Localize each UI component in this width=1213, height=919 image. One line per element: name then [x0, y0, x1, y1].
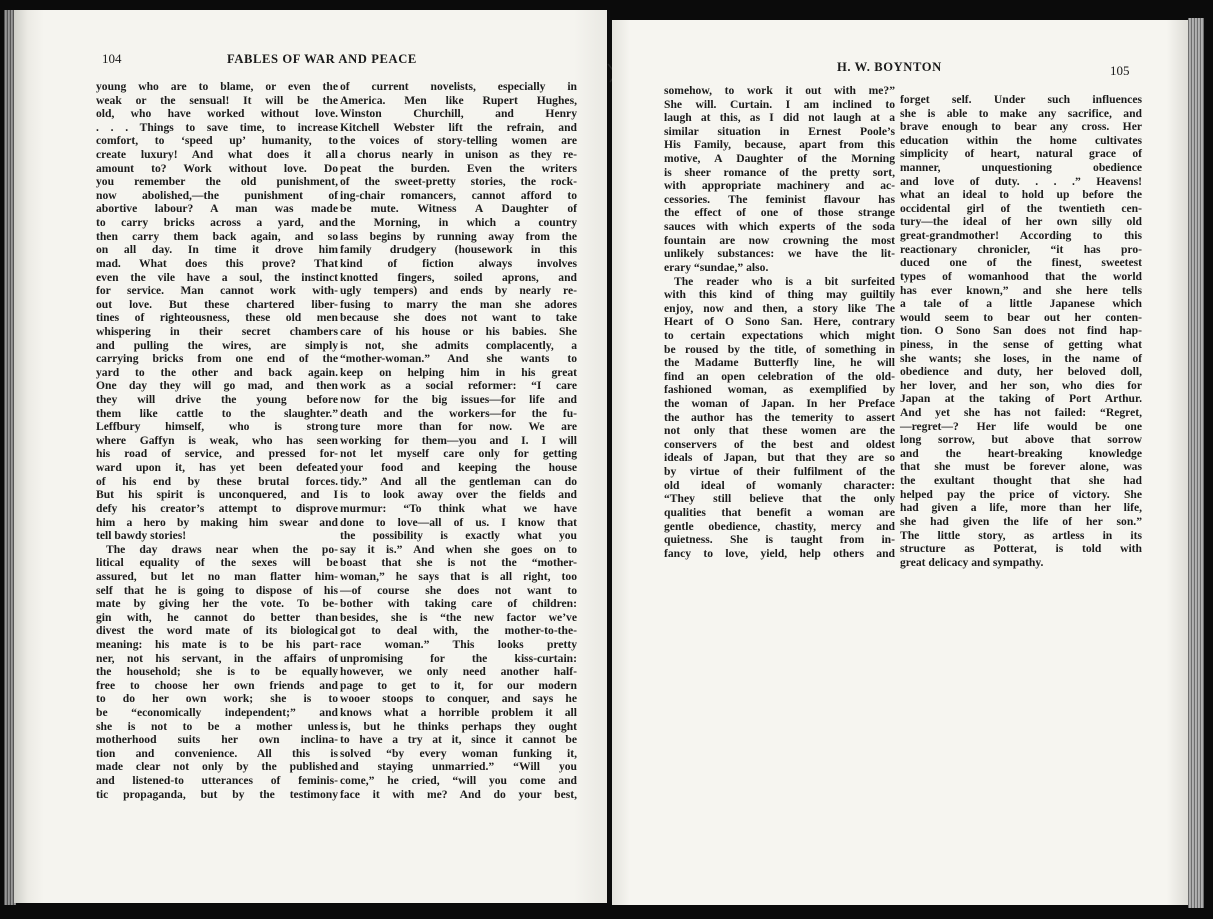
text-line: is to look away over the fields and	[340, 488, 577, 502]
text-line: had given a life, more than her life,	[900, 501, 1142, 515]
text-line: of current novelists, especially in	[340, 80, 577, 93]
text-line: types of womanhood that the world	[900, 269, 1142, 283]
text-line: is not, she admits complacently, a	[340, 338, 577, 352]
right-page-edge	[1188, 18, 1204, 908]
text-line: erary “sundae,” also.	[664, 260, 769, 274]
text-line: face it with me? And do your best,	[340, 787, 577, 801]
text-line: helped pay the price of victory. She	[900, 487, 1142, 501]
text-line: the Morning, in which a country	[340, 216, 577, 230]
text-line: she had given the life of her son.”	[900, 514, 1142, 528]
text-line: you remember the old punishment,	[96, 175, 338, 189]
text-line: boast that she is not the “mother-	[340, 556, 577, 570]
text-line: tion and convenience. All this is	[96, 746, 338, 760]
text-line: whispering in their secret chambers	[96, 324, 338, 338]
text-line: The day draws near when the po-	[106, 542, 338, 556]
text-line: the voices of story-telling women are	[340, 134, 577, 148]
text-line: piness, in the sense of getting what	[900, 337, 1142, 351]
text-line: the household; she is to be equally	[96, 665, 338, 679]
text-line: be roused by the title, of something in	[664, 342, 895, 356]
text-line: be “economically independent;” and	[96, 706, 338, 720]
text-line: not let myself care only for getting	[340, 447, 577, 461]
text-line: the woman of Japan. In her Preface	[664, 397, 895, 411]
text-line: young who are to blame, or even the	[96, 80, 338, 93]
text-line: And yet she has not failed: “Regret,	[900, 406, 1142, 420]
text-line: is, but he thinks perhaps they ought	[340, 719, 577, 733]
text-line: mate by giving her the vote. To be-	[96, 597, 338, 611]
text-line: and love of duty. . . .” Heavens!	[900, 174, 1142, 188]
text-line: unpromising for the kiss-curtain:	[340, 651, 577, 665]
text-line: got to deal with, the mother-to-the-	[340, 624, 577, 638]
text-line: fashioned woman, as exemplified by	[664, 383, 895, 397]
text-line: simplicity of heart, natural grace of	[900, 147, 1142, 161]
text-line: say it is.” And when she goes on to	[340, 542, 577, 556]
text-line: His Family, because, apart from this	[664, 138, 895, 152]
text-line: motherhood suits her own inclina-	[96, 733, 338, 747]
text-line: the Madame Butterfly line, he will	[664, 356, 895, 370]
text-line: tell bawdy stories!	[96, 529, 187, 543]
text-line: tion. O Sono San does not find hap-	[900, 324, 1142, 338]
text-line: bother with taking care of children:	[340, 597, 577, 611]
text-line: conservers of the best and oldest	[664, 437, 895, 451]
text-line: similar situation in Ernest Poole’s	[664, 124, 895, 138]
text-line: knows what a horrible problem it all	[340, 706, 577, 720]
text-line: Winston Churchill, and Henry	[340, 107, 577, 121]
page-number: 105	[1110, 63, 1130, 78]
text-line: solved “by every woman funking it,	[340, 746, 577, 760]
text-line: motive, A Daughter of the Morning	[664, 152, 895, 166]
text-line: page to get to it, for our modern	[340, 678, 577, 692]
text-line: “They still believe that the only	[664, 492, 895, 506]
text-line: would seem to bear out her conten-	[900, 310, 1142, 324]
text-line: made clear not only by the published	[96, 760, 338, 774]
text-line: The reader who is a bit surfeited	[674, 274, 895, 288]
text-line: to carry bricks across a yard, and	[96, 216, 338, 230]
text-line: she is not to be a mother unless	[96, 719, 338, 733]
text-line: old ideal of womanly character:	[664, 478, 895, 492]
text-line: Japan at the taking of Port Arthur.	[900, 392, 1142, 406]
text-line: free to choose her own friends and	[96, 678, 338, 692]
text-line: has ever known,” and she here tells	[900, 283, 1142, 297]
text-line: with this kind of thing may guiltily	[664, 288, 895, 302]
text-line: carrying bricks from one end of the	[96, 352, 338, 366]
text-line: divest the word mate of its biological	[96, 624, 338, 638]
text-line: of the sweet-pretty stories, the rock-	[340, 175, 577, 189]
left-column-1	[96, 80, 338, 801]
text-line: brave enough to bear any cross. Her	[900, 120, 1142, 134]
text-line: find an open celebration of the old-	[664, 369, 895, 383]
text-line: be mute. Witness A Daughter of	[340, 202, 577, 216]
text-line: even the vile have a soul, the instinct	[96, 270, 338, 284]
text-line: kind of fiction always involves	[340, 256, 577, 270]
text-line: knotted fingers, soiled aprons, and	[340, 270, 577, 284]
text-line: ward upon it, has yet been defeated	[96, 461, 338, 475]
text-line: and staying unmarried.” “Will you	[340, 760, 577, 774]
text-line: ner, not his servant, in the affairs of	[96, 651, 338, 665]
text-line: a tale of a little Japanese which	[900, 297, 1142, 311]
text-line: Kitchell Webster lift the refrain, and	[340, 120, 577, 134]
text-line: to have a try at it, since it cannot be	[340, 733, 577, 747]
text-line: duced one of the finest, sweetest	[900, 256, 1142, 270]
running-head: H. W. BOYNTON	[837, 60, 942, 74]
text-line: what an ideal to hold up before the	[900, 188, 1142, 202]
text-line: ing-chair romancers, cannot afford to	[340, 188, 577, 202]
text-line: the possibility is exactly what you	[340, 529, 577, 543]
text-line: on all day. In time it drove him	[96, 243, 338, 257]
text-line: by virtue of their fulfilment of the	[664, 465, 895, 479]
text-line: “mother-woman.” And she wants to	[340, 352, 577, 366]
text-line: work as a social reformer: “I care	[340, 379, 577, 393]
text-line: besides, she is “the new factor we’ve	[340, 610, 577, 624]
text-line: and listened-to utterances of feminis-	[96, 774, 338, 788]
text-line: . . . Things to save time, to increase	[96, 120, 338, 134]
text-line: self that he is going to dispose of his	[96, 583, 338, 597]
text-line: not only that these women are the	[664, 424, 895, 438]
text-line: enjoy, now and then, a story like The	[664, 301, 895, 315]
text-line: race woman.” This looks pretty	[340, 637, 577, 651]
text-line: education within the home cultivates	[900, 133, 1142, 147]
text-line: old, who have worked without love.	[96, 107, 338, 121]
text-line: somehow, to work it out with me?”	[664, 84, 895, 97]
text-line: Heart of O Sono San. Here, contrary	[664, 315, 895, 329]
right-column-1	[664, 84, 895, 560]
text-line: with appropriate machinery and ac-	[664, 179, 895, 193]
left-column-2	[340, 80, 577, 801]
text-line: they will drive the young before	[96, 393, 338, 407]
text-line: comfort, to ‘speed up’ humanity, to	[96, 134, 338, 148]
text-line: forget self. Under such influences	[900, 93, 1142, 106]
text-line: gentle obedience, chastity, mercy and	[664, 519, 895, 533]
text-line: peat the burden. Even the writers	[340, 161, 577, 175]
text-line: because she does not want to take	[340, 311, 577, 325]
text-line: family drudgery (housework in this	[340, 243, 577, 257]
text-line: the exultant thought that she had	[900, 474, 1142, 488]
text-line: unlikely substances: we have the lit-	[664, 247, 895, 261]
text-line: yard to the other and back again.	[96, 365, 338, 379]
text-line: then carry them back again, and so	[96, 229, 338, 243]
text-line: care of his house or his babies. She	[340, 324, 577, 338]
text-line: quietness. She is taught from in-	[664, 533, 895, 547]
text-line: sauces with which experts of the soda	[664, 220, 895, 234]
text-line: death and the workers—for the fu-	[340, 406, 577, 420]
text-line: But his spirit is unconquered, and I	[96, 488, 338, 502]
text-line: now for the big issues—for life and	[340, 393, 577, 407]
text-line: fusing to marry the man she adores	[340, 297, 577, 311]
text-line: The little story, as artless in its	[900, 528, 1142, 542]
text-line: fancy to love, yield, help others and	[664, 546, 895, 560]
text-line: qualities that benefit a woman are	[664, 505, 895, 519]
text-line: One day they will go mad, and then	[96, 379, 338, 393]
left-page	[14, 10, 607, 903]
text-line: defy his creator’s attempt to disprove	[96, 501, 338, 515]
text-line: long sorrow, but above that sorrow	[900, 433, 1142, 447]
text-line: tidy.” And all the gentleman can do	[340, 474, 577, 488]
text-line: fountain are now crowning the most	[664, 233, 895, 247]
text-line: gin with, he cannot do better than	[96, 610, 338, 624]
text-line: now abolished,—the punishment of	[96, 188, 338, 202]
text-line: America. Men like Rupert Hughes,	[340, 93, 577, 107]
text-line: tury—the ideal of her own silly old	[900, 215, 1142, 229]
text-line: him a hero by making him swear and	[96, 515, 338, 529]
text-line: to do her own work; she is to	[96, 692, 338, 706]
running-head: FABLES OF WAR AND PEACE	[227, 52, 417, 66]
text-line: ture more than for now. We are	[340, 420, 577, 434]
text-line: a chorus nearly in unison as they re-	[340, 148, 577, 162]
text-line: them like cattle to the slaughter.”	[96, 406, 338, 420]
text-line: —of course she does not want to	[340, 583, 577, 597]
text-line: that she must be forever alone, was	[900, 460, 1142, 474]
text-line: create luxury! And what does it all	[96, 148, 338, 162]
text-line: wooer stoops to conquer, and says he	[340, 692, 577, 706]
text-line: she is able to make any sacrifice, and	[900, 106, 1142, 120]
text-line: she wants; she loses, in the name of	[900, 351, 1142, 365]
text-line: obedience and duty, her beloved doll,	[900, 365, 1142, 379]
text-line: She will. Curtain. I am inclined to	[664, 97, 895, 111]
text-line: murmur: “To think what we have	[340, 501, 577, 515]
text-line: the author has the temerity to assert	[664, 410, 895, 424]
text-line: manner, unquestioning obedience	[900, 161, 1142, 175]
text-line: abortive labour? A man was made	[96, 202, 338, 216]
right-page	[612, 20, 1188, 905]
text-line: assured, but let no man flatter him-	[96, 569, 338, 583]
text-line: ugly tempers) and ends by nearly re-	[340, 284, 577, 298]
text-line: keep on helping him in his great	[340, 365, 577, 379]
text-line: to certain expectations which might	[664, 328, 895, 342]
text-line: —regret—? Her life would be one	[900, 419, 1142, 433]
text-line: working for them—you and I. I will	[340, 433, 577, 447]
text-line: tic propaganda, but by the testimony	[96, 787, 338, 801]
page-number: 104	[102, 51, 122, 66]
text-line: great-grandmother! According to this	[900, 229, 1142, 243]
text-line: lass begins by running away from the	[340, 229, 577, 243]
text-line: is sheer romance of the pretty sort,	[664, 165, 895, 179]
right-column-2	[900, 93, 1142, 569]
text-line: her lover, and her son, who dies for	[900, 378, 1142, 392]
text-line: cessories. The feminist flavour has	[664, 192, 895, 206]
text-line: done to love—all of us. I know that	[340, 515, 577, 529]
text-line: structure as Potterat, is told with	[900, 542, 1142, 556]
text-line: his road of service, and pressed for-	[96, 447, 338, 461]
text-line: where Gaffyn is weak, who has seen	[96, 433, 338, 447]
text-line: ideals of Japan, but that they are so	[664, 451, 895, 465]
text-line: amount to? Work without love. Do	[96, 161, 338, 175]
text-line: litical equality of the sexes will be	[96, 556, 338, 570]
text-line: mad. What does this prove? That	[96, 256, 338, 270]
text-line: and pulling the wires, are simply	[96, 338, 338, 352]
text-line: and the heart-breaking knowledge	[900, 446, 1142, 460]
text-line: woman,” he says that is all right, too	[340, 569, 577, 583]
text-line: meaning: his mate is to be his part-	[96, 637, 338, 651]
text-line: Leffbury himself, who is strong	[96, 420, 338, 434]
text-line: out love. But these chartered liber-	[96, 297, 338, 311]
text-line: come,” he cried, “will you come and	[340, 774, 577, 788]
text-line: laugh at this, as I did not laugh at a	[664, 111, 895, 125]
text-line: of his end by these brutal forces.	[96, 474, 338, 488]
text-line: the effect of one of those strange	[664, 206, 895, 220]
text-line: occidental girl of the twentieth cen-	[900, 201, 1142, 215]
text-line: great delicacy and sympathy.	[900, 555, 1044, 569]
text-line: tines of righteousness, these old men	[96, 311, 338, 325]
text-line: reactionary chronicler, “it has pro-	[900, 242, 1142, 256]
text-line: however, we only need another half-	[340, 665, 577, 679]
text-line: weak or the sensual! It will be the	[96, 93, 338, 107]
text-line: your food and keeping the house	[340, 461, 577, 475]
text-line: for service. Man cannot work with-	[96, 284, 338, 298]
